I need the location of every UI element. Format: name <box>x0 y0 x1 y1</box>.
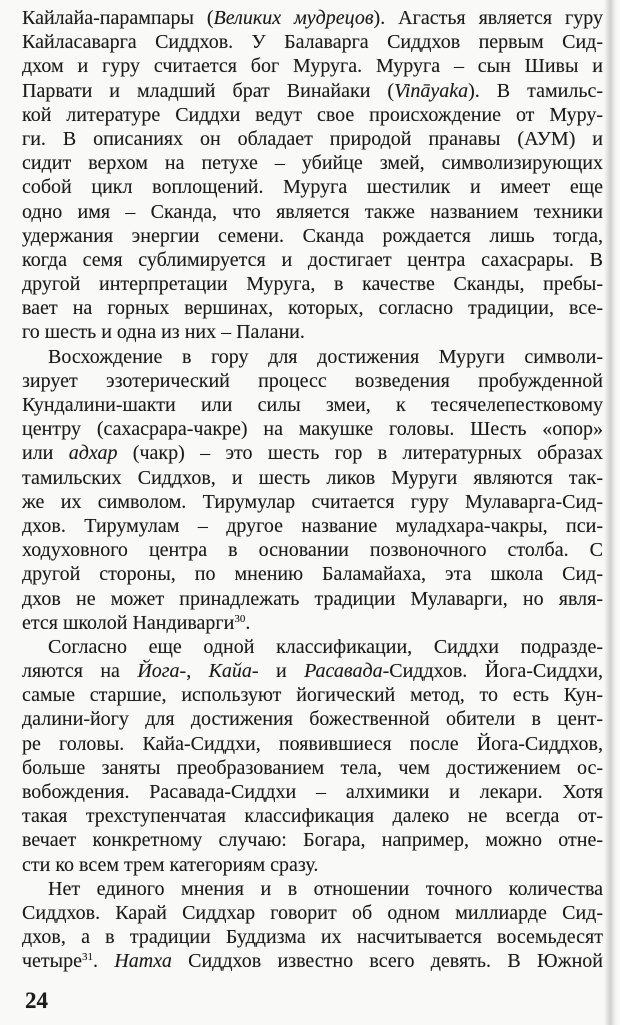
text-line <box>22 248 603 272</box>
body-text: кой литературе Сиддхи ведут свое происхождение от Муру- <box>22 103 603 126</box>
text-line <box>22 466 603 490</box>
body-text: больше заняты преобразованием тела, чем достижением ос- <box>22 756 603 779</box>
text-line <box>22 272 603 296</box>
text-line <box>22 127 603 151</box>
body-text: ре головы. Кайа-Сиддхи, появившиеся после Йога-Сиддхов, <box>22 732 603 755</box>
text-line <box>22 175 603 199</box>
italic-text: Расавада- <box>304 660 390 683</box>
text-line <box>22 949 603 973</box>
text-line <box>22 296 603 320</box>
page-number: 24 <box>25 988 48 1013</box>
text-line <box>22 780 603 804</box>
text-line <box>22 369 603 393</box>
body-text: и <box>258 660 305 683</box>
text-line <box>22 538 603 562</box>
text-line <box>22 804 603 828</box>
text-line <box>22 587 603 611</box>
italic-text: Великих мудрецов <box>213 7 374 29</box>
text-line <box>22 79 603 103</box>
body-text: вечает конкретному случаю: Богара, например, можно отне- <box>22 829 603 852</box>
text-line <box>22 393 603 417</box>
body-text: удержания энергии семени. Сканда рождается лишь тогда, <box>22 224 603 247</box>
text-line <box>22 635 603 659</box>
body-text: Сиддхов. Йога-Сиддхи, <box>389 660 603 683</box>
body-text: го шесть и одна из них – Палани. <box>22 321 305 344</box>
body-text: . <box>245 611 251 634</box>
body-text: другой стороны, по мнению Баламайаха, эта школа Сид- <box>22 563 603 586</box>
body-text: . <box>93 950 115 973</box>
footnote-reference: 30 <box>234 612 246 625</box>
body-text: самые старшие, используют йогический метод, то есть Кун- <box>22 684 603 707</box>
body-text: одно имя – Сканда, что является также названием техники <box>22 200 603 223</box>
body-text: Сиддхов известно всего девять. В Южной <box>171 950 604 973</box>
text-line <box>22 103 603 127</box>
body-text: центру (сахасрара-чакре) на макушке головы. Шесть «опор» <box>22 418 603 441</box>
body-text: ги. В описаниях он обладает природой пранавы (АУМ) и <box>22 127 603 150</box>
body-text: зирует эзотерический процесс возведения пробужденной <box>22 369 603 392</box>
body-text: Нет единого мнения и в отношении точного количества <box>48 877 603 900</box>
italic-text: Кайа- <box>208 660 259 683</box>
body-text: (чакр) – это шесть гор в литературных образах <box>117 442 603 465</box>
body-text: ). В тамильс- <box>468 79 604 102</box>
text-line <box>22 224 603 248</box>
body-text: далини-йогу для достижения божественной обители в цент- <box>22 708 603 731</box>
text-line <box>22 707 603 731</box>
text-line <box>22 514 603 538</box>
body-text: ). Агастья является гуру <box>373 7 604 29</box>
page-text <box>22 6 603 974</box>
text-line <box>22 611 603 635</box>
text-line <box>22 30 603 54</box>
body-text: Согласно еще одной классификации, Сиддхи подразде- <box>48 635 603 658</box>
body-text: дхом и гуру считается бог Муруга. Муруга – сын Шивы и <box>22 55 603 78</box>
text-line <box>22 6 603 30</box>
text-line <box>22 828 603 852</box>
text-line <box>22 490 603 514</box>
body-text: Кайласаварга Сиддхов. У Балаварга Сиддхов первым Сид- <box>22 31 603 54</box>
body-text: другой интерпретации Муруга, в качестве Сканды, пребы- <box>22 273 603 296</box>
footnote-reference: 31 <box>82 951 93 964</box>
body-text: ляются на <box>22 660 138 683</box>
body-text: такая трехступенчатая классификация далеко не всегда от- <box>22 805 603 828</box>
body-text: Кайлайа-парампары ( <box>22 7 214 29</box>
body-text: сидит верхом на петухе – убийце змей, символизирующих <box>22 152 603 175</box>
body-text: Парвати и младший брат Винайаки ( <box>22 79 395 102</box>
text-line <box>22 683 603 707</box>
text-line <box>22 54 603 78</box>
body-text: или <box>22 442 69 465</box>
body-text: , <box>186 660 209 683</box>
body-text: четыре <box>22 950 82 973</box>
body-text: тамильских Сиддхов, и шесть ликов Муруги являются так- <box>22 466 603 489</box>
body-text: Кундалини-шакти или силы змеи, к тесячелепестковому <box>22 394 603 416</box>
body-text: же их символом. Тирумулар считается гуру Мулаварга-Сид- <box>22 490 603 513</box>
text-line <box>22 925 603 949</box>
body-text: сти ко всем трем категориям сразу. <box>22 853 319 876</box>
text-line <box>22 320 603 344</box>
body-text: когда семя сублимируется и достигает центра сахасрары. В <box>22 248 603 271</box>
text-line <box>22 151 603 175</box>
text-line <box>22 901 603 925</box>
text-line <box>22 853 603 877</box>
text-line <box>22 756 603 780</box>
body-text: ется школой Нандиварги <box>22 611 235 634</box>
text-line <box>22 659 603 683</box>
body-text: вобождения. Расавада-Сиддхи – алхимики и лекари. Хотя <box>22 781 603 803</box>
text-line <box>22 877 603 901</box>
body-text: Сиддхов. Карай Сиддхар говорит об одном миллиарде Сид- <box>22 901 603 924</box>
body-text: ходуховного центра в основании позвоночного столба. С <box>22 539 603 562</box>
italic-text: Йога- <box>137 660 187 683</box>
italic-text: Vināyaka <box>394 79 469 102</box>
body-text: дхов, а в традиции Буддизма их насчитывается восемьдесят <box>22 926 603 949</box>
text-line <box>22 562 603 586</box>
body-text: собой цикл воплощений. Муруга шестилик и имеет еще <box>22 176 603 199</box>
text-line <box>22 345 603 369</box>
body-text: Восхождение в гору для достижения Муруги символи- <box>48 345 603 368</box>
italic-text: адхар <box>68 442 118 465</box>
italic-text: Натха <box>114 950 172 973</box>
body-text: дхов. Тирумулам – другое название муладхара-чакры, пси- <box>22 514 603 537</box>
text-line <box>22 441 603 465</box>
text-line <box>22 417 603 441</box>
body-text: дхов не может принадлежать традиции Мулаварги, но явля- <box>22 587 603 610</box>
text-line <box>22 200 603 224</box>
text-line <box>22 732 603 756</box>
body-text: вает на горных вершинах, которых, согласно традиции, все- <box>22 297 603 320</box>
page-edge-shadow <box>604 0 617 1025</box>
